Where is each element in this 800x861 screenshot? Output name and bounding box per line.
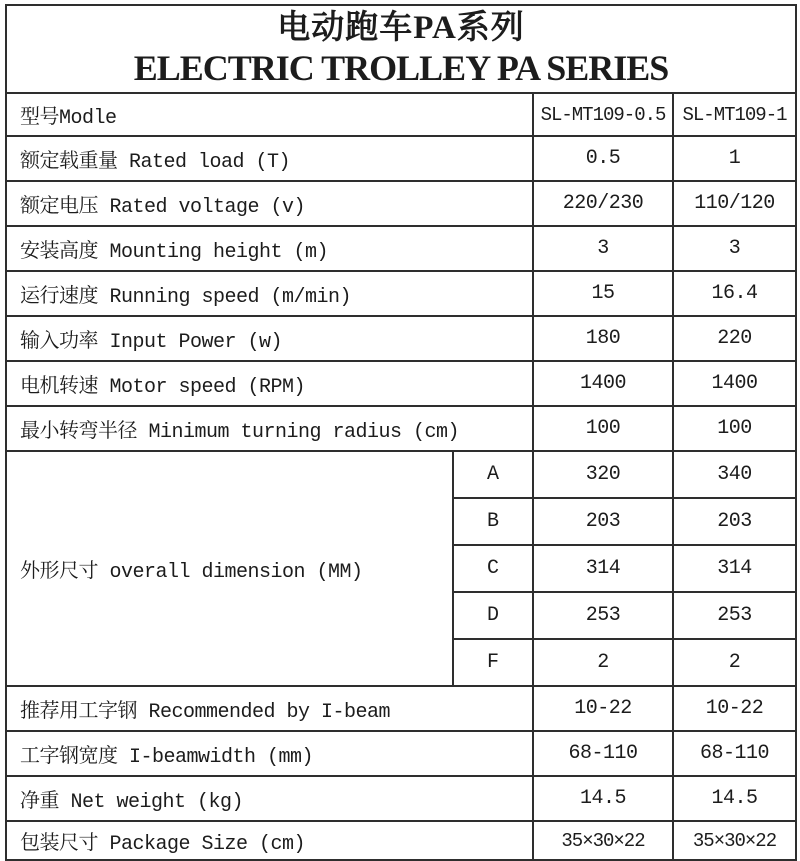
spec-row-label: 推荐用工字钢 Recommended by I-beam <box>6 686 533 731</box>
spec-row-value-1: 68-110 <box>533 731 673 776</box>
model-row <box>6 93 796 136</box>
spec-row-value-2: 1400 <box>673 361 796 406</box>
spec-row-value-2: 35×30×22 <box>673 821 796 860</box>
spec-row-rated-load <box>6 136 796 181</box>
spec-row-value-1: 180 <box>533 316 673 361</box>
spec-row-input-power <box>6 316 796 361</box>
spec-row-recommended-ibeam <box>6 686 796 731</box>
spec-row-motor-speed <box>6 361 796 406</box>
dimension-value-1: 253 <box>533 592 673 639</box>
spec-row-net-weight <box>6 776 796 821</box>
model-value-2: SL-MT109-1 <box>673 93 796 136</box>
spec-row-value-2: 68-110 <box>673 731 796 776</box>
spec-row-package-size <box>6 821 796 860</box>
dimension-key: A <box>453 451 533 498</box>
spec-row-label: 包装尺寸 Package Size (cm) <box>6 821 533 860</box>
model-value-1: SL-MT109-0.5 <box>533 93 673 136</box>
dimension-value-2: 253 <box>673 592 796 639</box>
spec-row-value-2: 16.4 <box>673 271 796 316</box>
spec-row-min-turning-radius <box>6 406 796 451</box>
spec-row-label: 运行速度 Running speed (m/min) <box>6 271 533 316</box>
title-chinese: 电动跑车PA系列 <box>277 10 525 46</box>
spec-row-value-2: 1 <box>673 136 796 181</box>
spec-row-rated-voltage <box>6 181 796 226</box>
spec-row-value-2: 100 <box>673 406 796 451</box>
dimension-value-1: 203 <box>533 498 673 545</box>
spec-row-label: 额定电压 Rated voltage (v) <box>6 181 533 226</box>
spec-row-label: 最小转弯半径 Minimum turning radius (cm) <box>6 406 533 451</box>
dimension-value-1: 320 <box>533 451 673 498</box>
spec-row-label: 输入功率 Input Power (w) <box>6 316 533 361</box>
title-row <box>6 5 796 93</box>
spec-row-label: 电机转速 Motor speed (RPM) <box>6 361 533 406</box>
dimension-key: B <box>453 498 533 545</box>
spec-row-value-2: 14.5 <box>673 776 796 821</box>
spec-row-value-2: 3 <box>673 226 796 271</box>
spec-row-value-1: 220/230 <box>533 181 673 226</box>
spec-row-value-1: 14.5 <box>533 776 673 821</box>
model-label: 型号Modle <box>6 93 533 136</box>
spec-row-label: 额定载重量 Rated load (T) <box>6 136 533 181</box>
dimension-value-2: 340 <box>673 451 796 498</box>
dimension-value-1: 314 <box>533 545 673 592</box>
spec-row-value-2: 10-22 <box>673 686 796 731</box>
spec-row-ibeam-width <box>6 731 796 776</box>
spec-row-value-1: 3 <box>533 226 673 271</box>
spec-row-value-2: 110/120 <box>673 181 796 226</box>
spec-row-running-speed <box>6 271 796 316</box>
dimension-value-2: 314 <box>673 545 796 592</box>
spec-row-label: 安装高度 Mounting height (m) <box>6 226 533 271</box>
dimension-key: F <box>453 639 533 686</box>
spec-row-label: 工字钢宽度 I-beamwidth (mm) <box>6 731 533 776</box>
spec-row-mounting-height <box>6 226 796 271</box>
spec-row-value-1: 1400 <box>533 361 673 406</box>
table-title <box>6 5 796 93</box>
spec-table <box>5 4 797 861</box>
spec-row-value-1: 0.5 <box>533 136 673 181</box>
dimension-value-2: 2 <box>673 639 796 686</box>
spec-row-value-1: 35×30×22 <box>533 821 673 860</box>
spec-row-value-1: 15 <box>533 271 673 316</box>
spec-row-value-2: 220 <box>673 316 796 361</box>
title-english: ELECTRIC TROLLEY PA SERIES <box>133 48 669 88</box>
dimension-value-1: 2 <box>533 639 673 686</box>
dimension-key: D <box>453 592 533 639</box>
spec-row-value-1: 10-22 <box>533 686 673 731</box>
dimension-label: 外形尺寸 overall dimension (MM) <box>6 451 453 686</box>
dimension-row-a <box>6 451 796 498</box>
spec-row-value-1: 100 <box>533 406 673 451</box>
dimension-key: C <box>453 545 533 592</box>
spec-row-label: 净重 Net weight (kg) <box>6 776 533 821</box>
dimension-value-2: 203 <box>673 498 796 545</box>
